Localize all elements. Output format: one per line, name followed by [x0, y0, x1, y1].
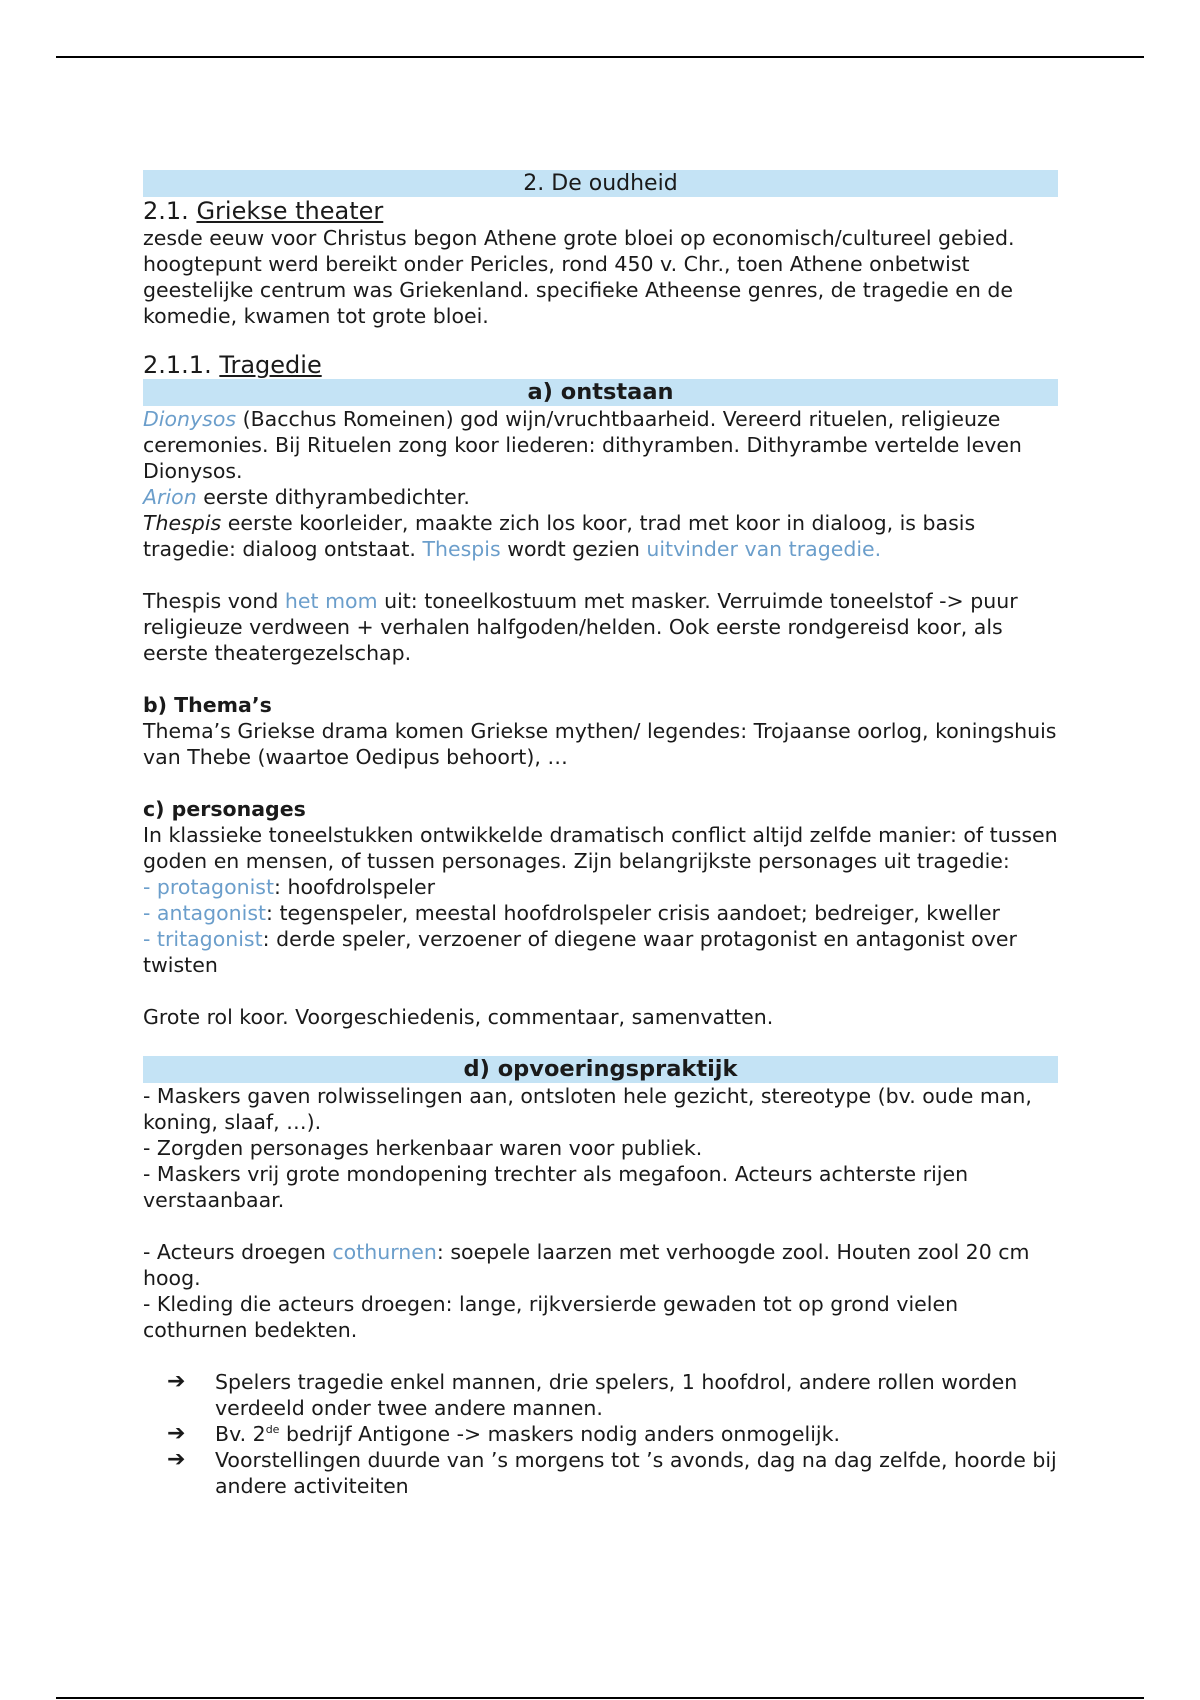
- arrow-list: [143, 1369, 1058, 1499]
- opvoering-b2: - Zorgden personages herkenbaar waren voor publiek.: [143, 1136, 703, 1160]
- ontstaan-p3-text: eerste koorleider, maakte zich los koor, trad met koor in dialoog, is basis tragedie: dialoog ontstaat.: [143, 511, 976, 561]
- chapter-title: 2. De oudheid: [143, 170, 1058, 197]
- koor-text: Grote rol koor. Voorgeschiedenis, commentaar, samenvatten.: [143, 1005, 774, 1029]
- arrow-item-text: Voorstellingen duurde van ’s morgens tot ’s avonds, dag na dag zelfde, hoorde bij andere activiteiten: [215, 1448, 1057, 1498]
- section-heading: [143, 197, 1058, 225]
- opvoering-b5: - Kleding die acteurs droegen: lange, rijkversierde gewaden tot op grond vielen cothurnen bedekten.: [143, 1292, 959, 1342]
- subsection-heading: [143, 351, 1058, 379]
- term-het-mom: het mom: [284, 589, 378, 613]
- ontstaan-p4-pre: Thespis vond: [143, 589, 285, 613]
- term-tritagonist: tritagonist: [156, 927, 263, 951]
- arrow-right-icon: ➔: [167, 1447, 186, 1472]
- arrow-item: [167, 1369, 1058, 1421]
- ontstaan-p2: [143, 484, 1058, 510]
- arrow-item-text: bedrijf Antigone -> maskers nodig anders onmogelijk.: [279, 1422, 840, 1446]
- ontstaan-p1: [143, 406, 1058, 484]
- ontstaan-heading: a) ontstaan: [143, 379, 1058, 406]
- opvoering-heading: d) opvoeringspraktijk: [143, 1056, 1058, 1083]
- subsection-number: 2.1.1.: [143, 351, 220, 379]
- opvoering-b1: - Maskers gaven rolwisselingen aan, ontsloten hele gezicht, stereotype (bv. oude man, koning, slaaf, …).: [143, 1084, 1032, 1134]
- personages-heading: c) personages: [143, 797, 306, 821]
- opvoering-b4-text: : soepele laarzen met verhoogde zool. Houten zool 20 cm hoog.: [143, 1240, 1030, 1290]
- arrow-item-text: Spelers tragedie enkel mannen, drie spelers, 1 hoofdrol, andere rollen worden verdeeld onder twee andere mannen.: [215, 1370, 1018, 1420]
- section-intro: zesde eeuw voor Christus begon Athene grote bloei op economisch/cultureel gebied. hoogtepunt werd bereikt onder Pericles, rond 450 v. Chr., toen Athene onbetwist geestelijke centrum was Griekenland. specifieke Atheense genres, de tragedie en de komedie, kwamen tot grote bloei.: [143, 226, 1015, 328]
- personage-desc: : hoofdrolspeler: [274, 875, 436, 899]
- arrow-item: [167, 1421, 1058, 1447]
- ontstaan-p3: [143, 510, 1058, 562]
- document-body: [143, 170, 1058, 1499]
- term-cothurnen: cothurnen: [332, 1240, 437, 1264]
- personage-item: [143, 874, 1058, 900]
- ontstaan-p3-mid: wordt gezien: [500, 537, 647, 561]
- ontstaan-p2-text: eerste dithyrambedichter.: [196, 485, 470, 509]
- dash: -: [143, 927, 157, 951]
- opvoering-b3: - Maskers vrij grote mondopening trechter als megafoon. Acteurs achterste rijen verstaanbaar.: [143, 1162, 969, 1212]
- ontstaan-p4-text: uit: toneelkostuum met masker. Verruimde toneelstof -> puur religieuze verdween + verhalen halfgoden/helden. Ook eerste rondgereisd koor, als eerste theatergezelschap.: [143, 589, 1018, 665]
- term-thespis: Thespis: [143, 511, 222, 535]
- dash: -: [143, 901, 157, 925]
- arrow-right-icon: ➔: [167, 1369, 186, 1394]
- ontstaan-p1-text: (Bacchus Romeinen) god wijn/vruchtbaarheid. Vereerd rituelen, religieuze ceremonies. Bij Rituelen zong koor liederen: dithyramben. Dithyrambe vertelde leven Dionysos.: [143, 407, 1022, 483]
- footer-rule: [56, 1697, 1144, 1699]
- term-antagonist: antagonist: [156, 901, 267, 925]
- personage-item: [143, 900, 1058, 926]
- term-dionysos: Dionysos: [143, 407, 237, 431]
- term-uitvinder: uitvinder van tragedie.: [646, 537, 882, 561]
- ordinal-suffix: de: [265, 1423, 280, 1437]
- themas-heading: b) Thema’s: [143, 693, 272, 717]
- opvoering-b4: [143, 1239, 1058, 1291]
- term-thespis-blue: Thespis: [422, 537, 501, 561]
- term-protagonist: protagonist: [156, 875, 275, 899]
- section-title: Griekse theater: [196, 197, 384, 225]
- dash: -: [143, 875, 157, 899]
- personages-intro: In klassieke toneelstukken ontwikkelde dramatisch conflict altijd zelfde manier: of tussen goden en mensen, of tussen personages. Zijn belangrijkste personages uit tragedie:: [143, 823, 1058, 873]
- ontstaan-p4: [143, 588, 1058, 666]
- arrow-item: [167, 1447, 1058, 1499]
- subsection-title: Tragedie: [219, 351, 322, 379]
- header-rule: [56, 56, 1144, 58]
- personage-desc: : derde speler, verzoener of diegene waar protagonist en antagonist over twisten: [143, 927, 1017, 977]
- opvoering-b4-pre: - Acteurs droegen: [143, 1240, 333, 1264]
- personage-item: [143, 926, 1058, 978]
- section-number: 2.1.: [143, 197, 197, 225]
- arrow-item-text-pre: Bv. 2: [215, 1422, 266, 1446]
- personage-desc: : tegenspeler, meestal hoofdrolspeler crisis aandoet; bedreiger, kweller: [266, 901, 1000, 925]
- themas-text: Thema’s Griekse drama komen Griekse mythen/ legendes: Trojaanse oorlog, koningshuis van Thebe (waartoe Oedipus behoort), …: [143, 719, 1057, 769]
- arrow-right-icon: ➔: [167, 1421, 186, 1446]
- term-arion: Arion: [143, 485, 197, 509]
